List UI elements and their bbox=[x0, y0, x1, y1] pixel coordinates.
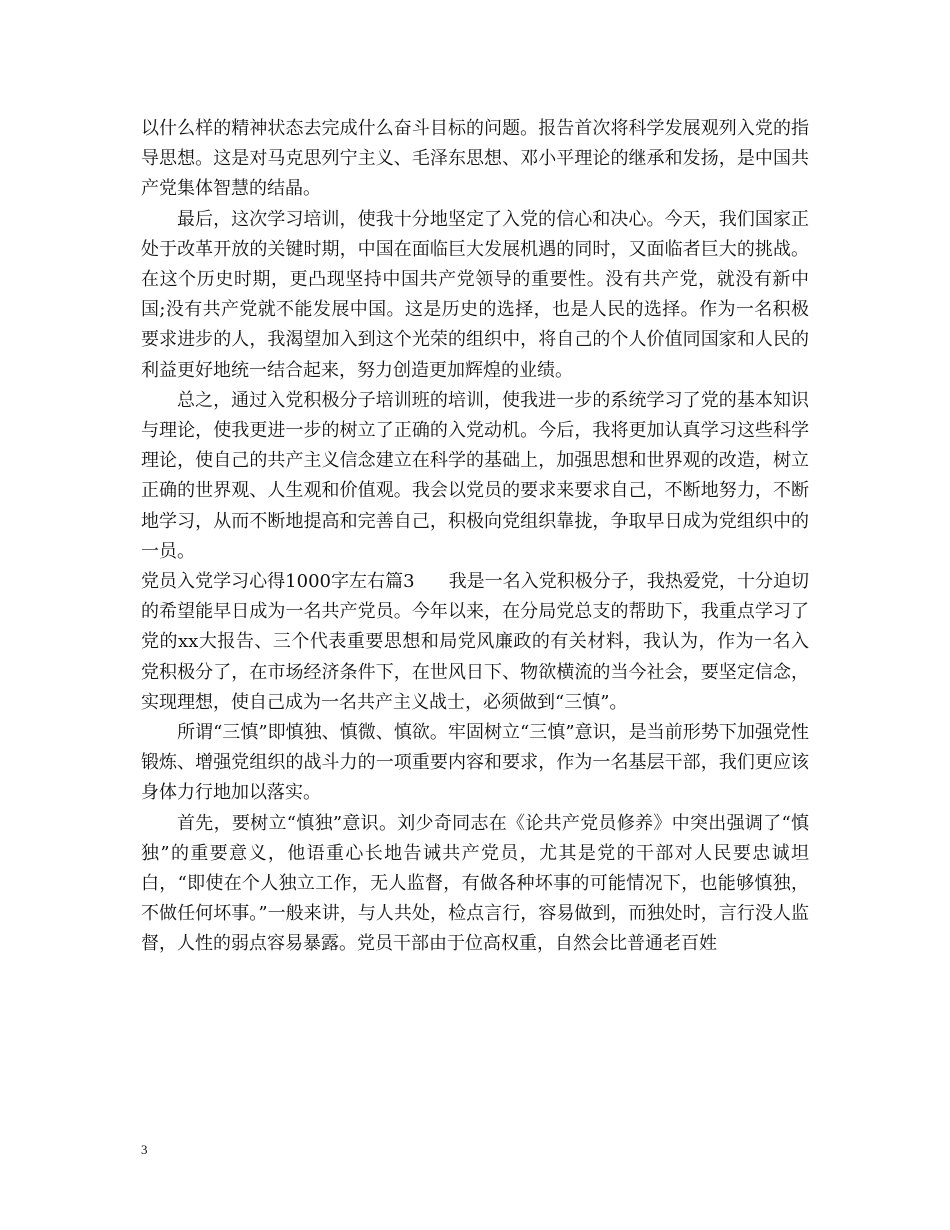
page-number: 3 bbox=[141, 1142, 148, 1157]
paragraph-5: 所谓“三慎”即慎独、慎微、慎欲。牢固树立“三慎”意识，是当前形势下加强党性锻炼、增强党组织的战斗力的一项重要内容和要求，作为一名基层干部，我们更应该身体力行地加以落实。 bbox=[141, 722, 809, 804]
paragraph-3: 总之，通过入党积极分子培训班的培训，使我进一步的系统学习了党的基本知识与理论，使我更进一步的树立了正确的入党动机。今后，我将更加认真学习这些科学理论，使自己的共产主义信念建立在科学的基础上，加强思想和世界观的改造，树立正确的世界观、人生观和价值观。我会以党员的要求来要求自己，不断地努力，不断地学习，从而不断地提高和完善自己，积极向党组织靠拢，争取早日成为党组织中的一员。 bbox=[141, 389, 809, 562]
section-heading: 党员入党学习心得1000字左右篇3 bbox=[141, 571, 415, 593]
paragraph-1: 以什么样的精神状态去完成什么奋斗目标的问题。报告首次将科学发展观列入党的指导思想。这是对马克思列宁主义、毛泽东思想、邓小平理论的继承和发扬，是中国共产党集体智慧的结晶。 bbox=[141, 118, 809, 200]
paragraph-2: 最后，这次学习培训，使我十分地坚定了入党的信心和决心。今天，我们国家正处于改革开放的关键时期，中国在面临巨大发展机遇的同时，又面临者巨大的挑战。在这个历史时期，更凸现坚持中国共产党领导的重要性。没有共产党，就没有新中国;没有共产党就不能发展中国。这是历史的选择，也是人民的选择。作为一名积极要求进步的人，我渴望加入到这个光荣的组织中，将自己的个人价值同国家和人民的利益更好地统一结合起来，努力创造更加辉煌的业绩。 bbox=[141, 208, 809, 381]
paragraph-6: 首先，要树立“慎独”意识。刘少奇同志在《论共产党员修养》中突出强调了“慎独”的重要意义，他语重心长地告诫共产党员，尤其是党的干部对人民要忠诚坦白，“即使在个人独立工作，无人监督，有做各种坏事的可能情况下，也能够慎独，不做任何坏事。”一般来讲，与人共处，检点言行，容易做到，而独处时，言行没人监督，人性的弱点容易暴露。党员干部由于位高权重，自然会比普通老百姓 bbox=[141, 812, 809, 955]
paragraph-4-text: 我是一名入党积极分子，我热爱党，十分迫切的希望能早日成为一名共产党员。今年以来，在分局党总支的帮助下，我重点学习了党的xx大报告、三个代表重要思想和局党风廉政的有关材料，我认为，作为一名入党积极分了，在市场经济条件下，在世风日下、物欲横流的当今社会，要坚定信念，实现理想，使自己成为一名共产主义战士，必须做到“三慎”。 bbox=[141, 571, 810, 713]
document-body bbox=[141, 114, 809, 960]
paragraph-4 bbox=[141, 567, 809, 718]
